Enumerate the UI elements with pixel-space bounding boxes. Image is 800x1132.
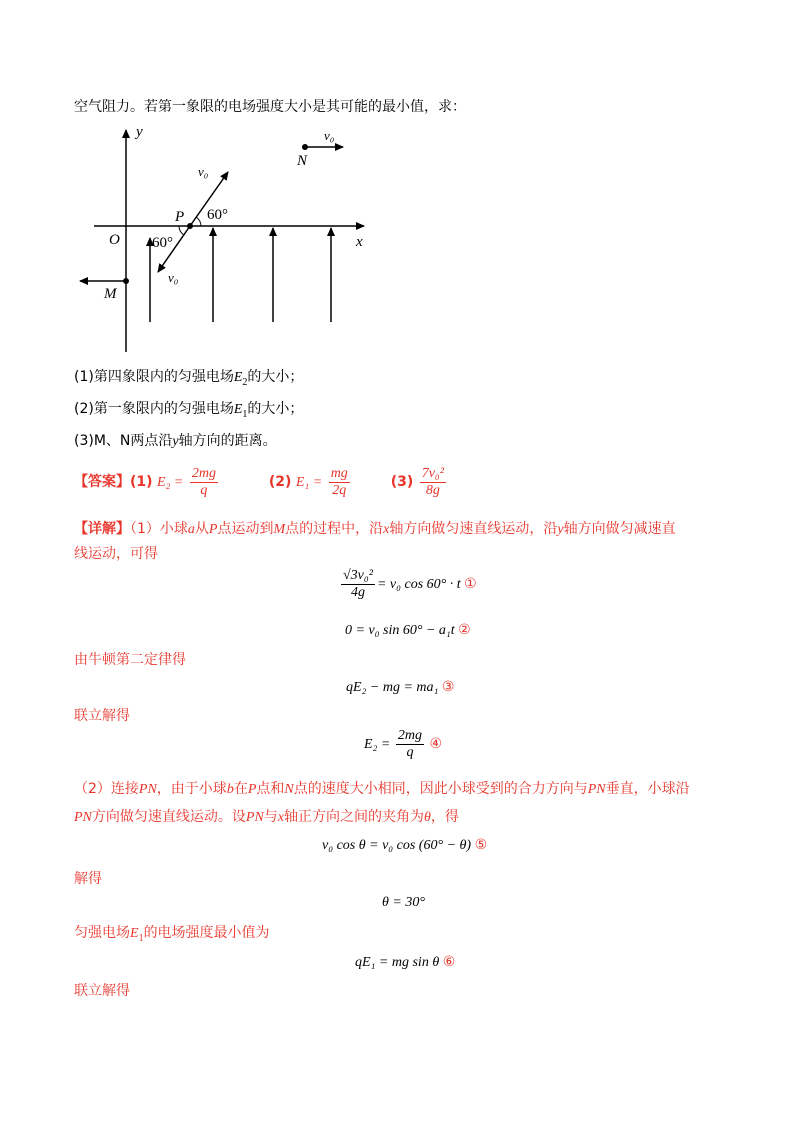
v0-up-label: v₀: [198, 164, 209, 179]
angle-upper-label: 60°: [207, 207, 228, 223]
v0-down-label: v₀: [168, 270, 179, 285]
equation-1: $\frac{\text{√3v₀²}}{4g}$ = v₀ cos 60° · t ①: [343, 568, 477, 601]
question-1: (1)第四象限内的匀强电场$E_2$的大小；: [74, 369, 304, 388]
equation-theta: θ = 30°: [382, 895, 425, 910]
detail-line-1: 【详解】（1）小球a从P点运动到M点的过程中，沿x轴方向做匀速直线运动，沿y轴方向做匀减速直: [74, 521, 676, 537]
angle-arc-upper: [196, 217, 201, 226]
v0-top-label: v₀: [324, 128, 335, 143]
field-min-text: 匀强电场$E_1$的电场强度最小值为: [74, 925, 270, 944]
question-3: (3)M、N两点沿y轴方向的距离。: [74, 433, 277, 449]
p-label: P: [175, 209, 185, 225]
n-label: N: [297, 153, 308, 169]
solve-text-1: 联立解得: [74, 708, 130, 724]
detail-part2-line-1: （2）连接PN，由于小球b在P点和N点的速度大小相同，因此小球受到的合力方向与PN垂直，小球沿: [74, 781, 690, 797]
equation-6: qE₁ = mg sin θ ⑥: [355, 954, 456, 970]
solve-text-3: 联立解得: [74, 983, 130, 999]
point-p: [187, 223, 193, 229]
detail-line-2: 线运动，可得: [74, 546, 158, 562]
equation-4: E₂ = $\frac{2mg}{q}$ ④: [364, 728, 443, 761]
equation-3: qE₂ − mg = ma₁ ③: [346, 679, 455, 695]
answer-line: 【答案】(1) E₂ = $\frac{2mg}{q}$ (2) E₁ = $\frac{mg}{2q}$ (3) $\frac{\text{7v₀²}}{8g}$: [74, 465, 444, 498]
detail-part2-line-2: PN方向做匀速直线运动。设PN与x轴正方向之间的夹角为θ，得: [74, 809, 459, 825]
solve-text-2: 解得: [74, 871, 102, 887]
newton-law-text: 由牛顿第二定律得: [74, 652, 186, 668]
intro-text: 空气阻力。若第一象限的电场强度大小是其可能的最小值，求：: [74, 99, 466, 115]
equation-2: 0 = v₀ sin 60° − a₁t ②: [345, 622, 471, 638]
angle-lower-label: 60°: [152, 235, 173, 251]
y-axis-label: y: [136, 124, 143, 140]
x-axis-label: x: [356, 234, 363, 250]
m-label: M: [104, 286, 117, 302]
origin-label: O: [109, 232, 120, 248]
question-2: (2)第一象限内的匀强电场$E_1$的大小；: [74, 401, 304, 420]
equation-5: v₀ cos θ = v₀ cos (60° − θ) ⑤: [322, 837, 488, 853]
angle-arc-lower: [179, 226, 184, 235]
